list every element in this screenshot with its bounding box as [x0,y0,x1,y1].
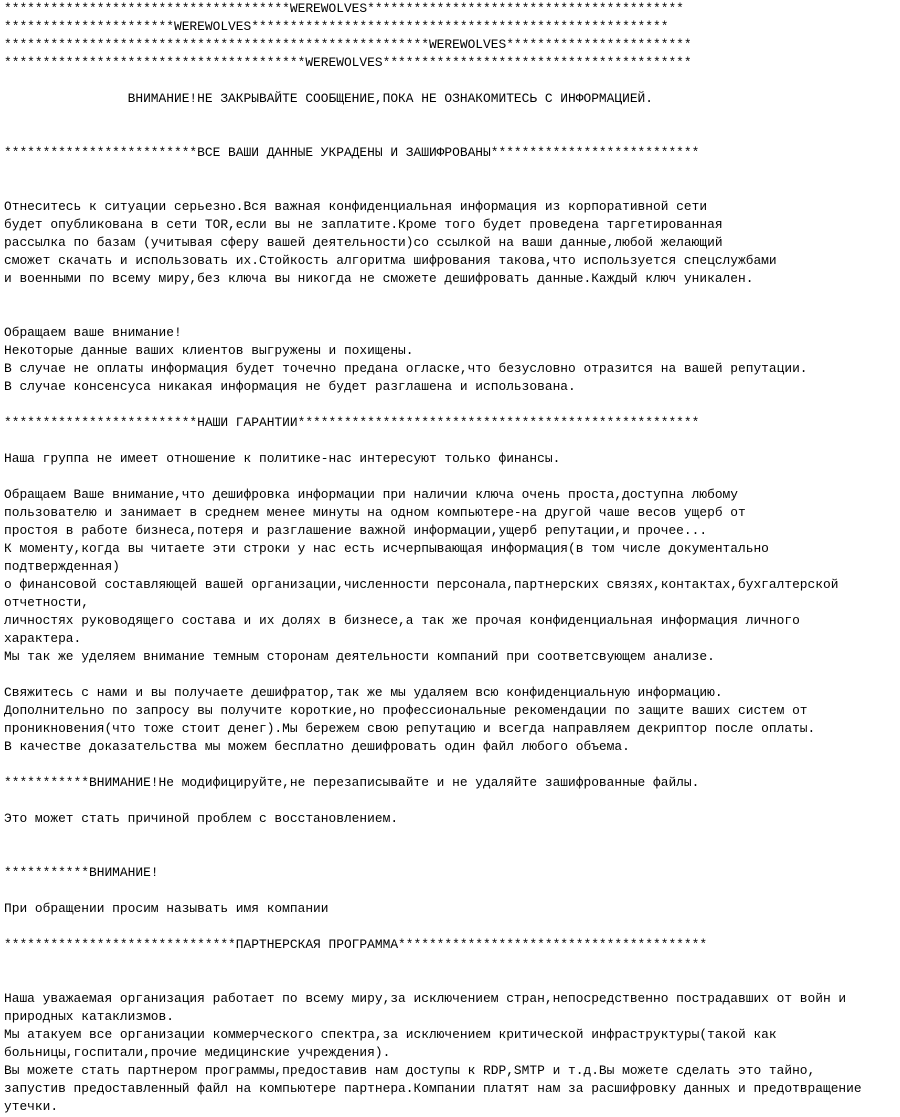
text-line: В случае консенсуса никакая информация не будет разглашена и использована. [4,379,576,394]
text-line [0,288,900,306]
text-line: личностях руководящего состава и их долях в бизнесе,а так же прочая конфиденциальная информация личного [4,613,800,628]
text-line [0,396,900,414]
text-line: Свяжитесь с нами и вы получаете дешифратор,так же мы удаляем всю конфиденциальную информацию. [4,685,723,700]
text-line: характера. [4,631,82,646]
text-line: К моменту,когда вы читаете эти строки у нас есть исчерпывающая информация(в том числе документально [4,541,769,556]
text-line: ***********ВНИМАНИЕ!Не модифицируйте,не перезаписывайте и не удаляйте зашифрованные файлы. [4,775,700,790]
text-line [0,126,900,144]
text-line: **********************WEREWOLVES****************************************************** [4,19,669,34]
text-line: сможет скачать и использовать их.Стойкость алгоритма шифрования такова,что используется спецслужбами [4,253,777,268]
text-line [0,180,900,198]
text-line: Наша уважаемая организация работает по всему миру,за исключением стран,непосредственно пострадавших от войн и [4,991,847,1006]
text-line: отчетности, [4,595,89,610]
text-line: ***************************************WEREWOLVES**************************************** [4,55,692,70]
text-line: проникновения(что тоже стоит денег).Мы бережем свою репутацию и всегда направляем декриптор после оплаты. [4,721,816,736]
text-line: ******************************ПАРТНЕРСКАЯ ПРОГРАММА**************************************** [4,937,708,952]
text-line: Дополнительно по запросу вы получите короткие,но профессиональные рекомендации по защите ваших систем от [4,703,808,718]
text-line [0,108,900,126]
text-line: При обращении просим называть имя компании [4,901,329,916]
text-line: В качестве доказательства мы можем бесплатно дешифровать один файл любого объема. [4,739,630,754]
text-line [0,468,900,486]
text-line: пользователю и занимает в среднем менее минуты на одном компьютере-на другой чаше весов ущерб от [4,505,746,520]
text-line: Мы так же уделяем внимание темным сторонам деятельности компаний при соответсвующем анализе. [4,649,715,664]
text-line: Некоторые данные ваших клиентов выгружены и похищены. [4,343,414,358]
text-line: запустив предоставленный файл на компьютере партнера.Компании платят нам за расшифровку данных и предотвращение [4,1081,862,1096]
text-line: Мы атакуем все организации коммерческого спектра,за исключением критической инфраструктуры(такой как [4,1027,777,1042]
text-line [0,666,900,684]
text-line: Вы можете стать партнером программы,предоставив нам доступы к RDP,SMTP и т.д.Вы можете сделать это тайно, [4,1063,816,1078]
text-line: Наша группа не имеет отношение к политике-нас интересуют только финансы. [4,451,561,466]
text-line: Отнеситесь к ситуации серьезно.Вся важная конфиденциальная информация из корпоративной сети [4,199,708,214]
text-line: утечки. [4,1099,59,1114]
text-line: *******************************************************WEREWOLVES************************ [4,37,692,52]
text-line: ***********ВНИМАНИЕ! [4,865,159,880]
text-line [0,72,900,90]
text-line [0,828,900,846]
text-line: рассылка по базам (учитывая сферу вашей деятельности)со ссылкой на ваши данные,любой желающий [4,235,723,250]
text-line [0,756,900,774]
text-line [0,306,900,324]
text-line: *************************ВСЕ ВАШИ ДАННЫЕ УКРАДЕНЫ И ЗАШИФРОВАНЫ*************************** [4,145,700,160]
text-line: ВНИМАНИЕ!НЕ ЗАКРЫВАЙТЕ СООБЩЕНИЕ,ПОКА НЕ ОЗНАКОМИТЕСЬ С ИНФОРМАЦИЕЙ. [4,91,654,106]
text-line [0,162,900,180]
text-line: и военными по всему миру,без ключа вы никогда не сможете дешифровать данные.Каждый ключ уникален. [4,271,754,286]
text-line: Обращаем ваше внимание! [4,325,182,340]
text-line [0,882,900,900]
text-line: будет опубликована в сети TOR,если вы не заплатите.Кроме того будет проведена таргетированная [4,217,723,232]
text-line: *************************************WEREWOLVES***************************************** [4,1,684,16]
text-line [0,972,900,990]
text-line: подтвержденная) [4,559,120,574]
text-line [0,846,900,864]
text-line [0,432,900,450]
text-line: о финансовой составляющей вашей организации,численности персонала,партнерских связях,контактах,бухгалтерской [4,577,839,592]
text-line [0,792,900,810]
text-line: больницы,госпитали,прочие медицинские учреждения). [4,1045,391,1060]
text-line [0,918,900,936]
text-line: В случае не оплаты информация будет точечно предана огласке,что безусловно отразится на вашей репутации. [4,361,808,376]
text-line: природных катаклизмов. [4,1009,174,1024]
text-line: простоя в работе бизнеса,потеря и разглашение важной информации,ущерб репутации,и прочее... [4,523,708,538]
text-line [0,954,900,972]
text-line: *************************НАШИ ГАРАНТИИ**************************************************** [4,415,700,430]
text-line: Обращаем Ваше внимание,что дешифровка информации при наличии ключа очень проста,доступна любому [4,487,738,502]
text-line: Это может стать причиной проблем с восстановлением. [4,811,399,826]
